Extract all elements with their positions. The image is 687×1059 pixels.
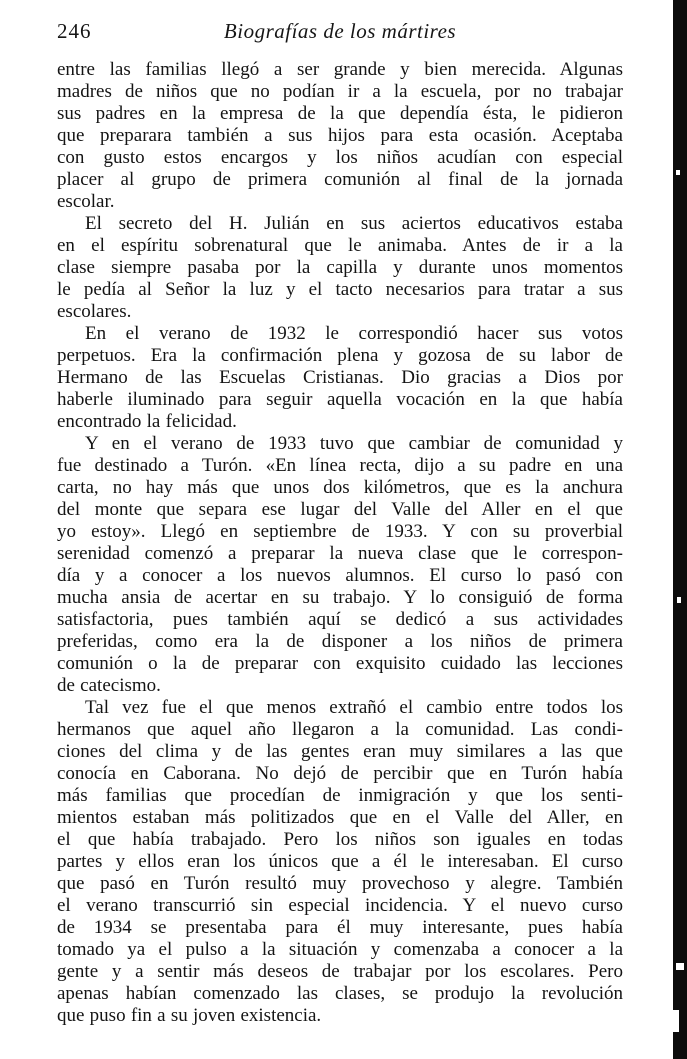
text-line: ciones del clima y de las gentes eran muy similares a las que [57, 741, 623, 762]
running-title: Biografías de los mártires [223, 19, 457, 43]
text-line: preferidas, como era la de disponer a los niños de primera [57, 631, 623, 652]
text-line: partes y ellos eran los únicos que a él le interesaban. El curso [57, 851, 623, 872]
text-line: tomado ya el pulso a la situación y comenzaba a conocer a la [57, 939, 623, 960]
text-line: Tal vez fue el que menos extrañó el cambio entre todos los [85, 697, 623, 718]
text-line: entre las familias llegó a ser grande y bien merecida. Algunas [57, 59, 623, 80]
text-line: de 1934 se presentaba para él muy interesante, pues había [57, 917, 623, 938]
page-number: 246 [57, 19, 92, 43]
text-line: sus padres en la empresa de la que dependía ésta, le pidieron [57, 103, 623, 124]
body-text [57, 59, 623, 1027]
paragraph [57, 59, 623, 213]
text-line: de catecismo. [57, 675, 161, 696]
text-line: fue destinado a Turón. «En línea recta, dijo a su padre en una [57, 455, 623, 476]
text-line: que preparara también a sus hijos para esta ocasión. Aceptaba [57, 125, 623, 146]
text-line: En el verano de 1932 le correspondió hacer sus votos [85, 323, 623, 344]
text-line: apenas habían comenzado las clases, se produjo la revolución [57, 983, 623, 1004]
text-line: madres de niños que no podían ir a la escuela, por no trabajar [57, 81, 623, 102]
text-line: más familias que procedían de inmigración y que los senti- [57, 785, 623, 806]
text-line: que pasó en Turón resultó muy provechoso y alegre. También [57, 873, 623, 894]
text-line: escolar. [57, 191, 115, 212]
text-line: gente y a sentir más deseos de trabajar por los escolares. Pero [57, 961, 623, 982]
text-line: encontrado la felicidad. [57, 411, 237, 432]
text-line: mientos estaban más politizados que en el Valle del Aller, en [57, 807, 623, 828]
edge-bar-gap [677, 597, 681, 603]
running-header [57, 19, 623, 45]
text-line: carta, no hay más que unos dos kilómetros, que es la anchura [57, 477, 623, 498]
text-line: en el espíritu sobrenatural que le animaba. Antes de ir a la [57, 235, 623, 256]
edge-bar-gap [676, 170, 680, 175]
text-line: placer al grupo de primera comunión al final de la jornada [57, 169, 623, 190]
paragraph [57, 433, 623, 697]
text-line: hermanos que aquel año llegaron a la comunidad. Las condi- [57, 719, 623, 740]
text-line: escolares. [57, 301, 132, 322]
text-line: que puso fin a su joven existencia. [57, 1005, 322, 1026]
text-line: satisfactoria, pues también aquí se dedicó a sus actividades [57, 609, 623, 630]
text-line: el verano transcurrió sin especial incidencia. Y el nuevo curso [57, 895, 623, 916]
text-line: día y a conocer a los nuevos alumnos. El curso lo pasó con [57, 565, 623, 586]
text-line: yo estoy». Llegó en septiembre de 1933. Y con su proverbial [57, 521, 623, 542]
text-line: comunión o la de preparar con exquisito cuidado las lecciones [57, 653, 623, 674]
paragraph [57, 323, 623, 433]
paragraph [57, 697, 623, 1027]
text-line: le pedía al Señor la luz y el tacto necesarios para tratar a sus [57, 279, 623, 300]
paragraph [57, 213, 623, 323]
text-line: serenidad comenzó a preparar la nueva clase que le correspon- [57, 543, 623, 564]
text-line: haberle iluminado para seguir aquella vocación en la que había [57, 389, 623, 410]
text-line: clase siempre pasaba por la capilla y durante unos momentos [57, 257, 623, 278]
text-line: con gusto estos encargos y los niños acudían con especial [57, 147, 623, 168]
text-line: el que había trabajado. Pero los niños son iguales en todas [57, 829, 623, 850]
text-line: El secreto del H. Julián en sus aciertos educativos estaba [85, 213, 623, 234]
text-line: Hermano de las Escuelas Cristianas. Dio gracias a Dios por [57, 367, 623, 388]
text-line: Y en el verano de 1933 tuvo que cambiar de comunidad y [85, 433, 623, 454]
text-line: del monte que separa ese lugar del Valle del Aller en el que [57, 499, 623, 520]
text-line: perpetuos. Era la confirmación plena y gozosa de su labor de [57, 345, 623, 366]
edge-bar-gap [673, 1010, 679, 1032]
edge-bar-gap [676, 963, 684, 970]
text-line: conocía en Caborana. No dejó de percibir que en Turón había [57, 763, 623, 784]
scan-edge-bar [673, 0, 687, 1059]
text-line: mucha ansia de acertar en su trabajo. Y lo consiguió de forma [57, 587, 623, 608]
